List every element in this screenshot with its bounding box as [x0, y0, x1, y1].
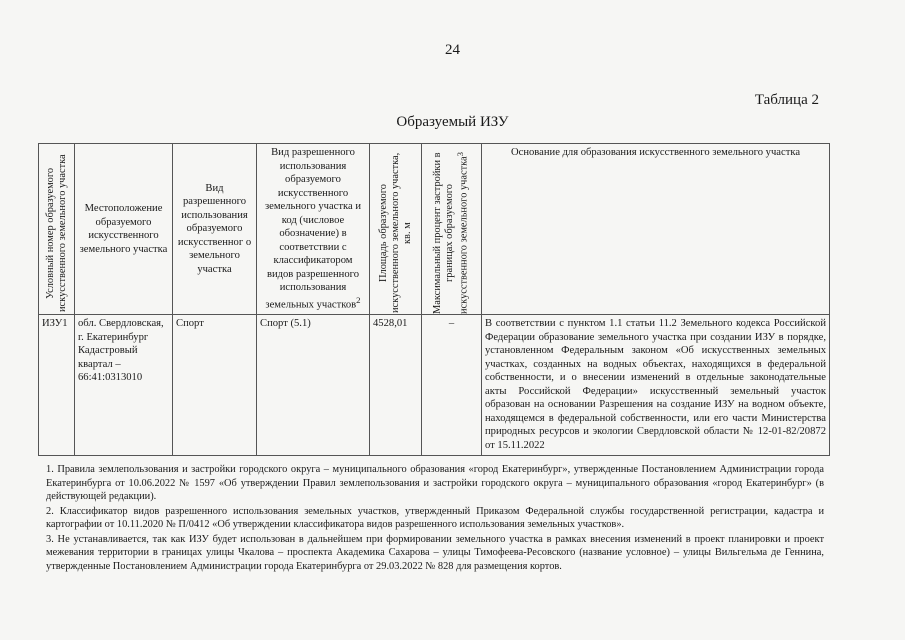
- header-use-type: Вид разрешенного использования образуемого искусственног о земельного участка: [173, 144, 257, 315]
- cell-number: ИЗУ1: [39, 315, 75, 455]
- header-use-code: [257, 144, 370, 315]
- footnote-ref-3: 3: [455, 152, 466, 157]
- cell-area: 4528,01: [370, 315, 422, 455]
- footnote-ref-2: 2: [356, 295, 361, 306]
- table-label: Таблица 2: [754, 92, 819, 108]
- header-area: Площадь образуемого искусственного земельного участка, кв. м: [370, 144, 422, 315]
- izu-table: [38, 143, 830, 456]
- header-number: Условный номер образуемого искусственного земельного участка: [39, 144, 75, 315]
- footnote-2: 2. Классификатор видов разрешенного использования земельных участков, утвержденный Приказом Федеральной службы государственной регистрации, кадастра и картографии от 10.11.2020 № П/0412 «Об утверждении классификатора видов разрешенного использования земельных участков».: [46, 505, 824, 531]
- table-header-row: [39, 144, 830, 315]
- header-basis: Основание для образования искусственного земельного участка: [482, 144, 830, 315]
- table-title: Образуемый ИЗУ: [396, 114, 509, 130]
- table-row: [39, 315, 830, 455]
- header-max-percent: Максимальный процент застройки в границах образуемого искусственного земельного участка$^3$: [422, 144, 482, 315]
- cell-location: обл. Свердловская, г. Екатеринбург Кадастровый квартал – 66:41:0313010: [75, 315, 173, 455]
- footnotes: [46, 463, 824, 574]
- footnote-1: 1. Правила землепользования и застройки городского округа – муниципального образования «город Екатеринбург», утвержденные Постановлением Администрации города Екатеринбурга от 10.06.2022 № 1597 «Об утверждении Правил землепользования и застройки городского округа – муниципального образования «город Екатеринбург» (в действующей редакции).: [46, 464, 824, 503]
- header-location: Местоположение образуемого искусственного земельного участка: [75, 144, 173, 315]
- cell-basis: В соответствии с пунктом 1.1 статьи 11.2 Земельного кодекса Российской Федерации образование земельного участка при создании ИЗУ в порядке, установленном Федеральным законом «Об искусственных земельных участках, созданных на водных объектах, находящихся в федеральной собственности, и о внесении изменений в отдельные законодательные акты Российской Федерации» искусственный земельный участок образован на основании Разрешения на создание ИЗУ на водном объекте, находящемся в федеральной собственности, или его части Министерства природных ресурсов и экологии Свердловской области № 12-01-82/20872 от 15.11.2022: [482, 315, 830, 455]
- cell-use-code: Спорт (5.1): [257, 315, 370, 455]
- footnote-3: 3. Не устанавливается, так как ИЗУ будет использован в дальнейшем при формировании земельного участка в рамках внесения изменений в проект планировки и проект межевания территории в границах улицы Чкалова – проспекта Академика Сахарова – улицы Тимофеева-Ресовского (название условное) – улицы Вильгельма де Геннина, утвержденные Постановлением Администрации города Екатеринбурга от 29.03.2022 № 828 для размещения кортов.: [46, 533, 824, 572]
- header-use-code-text: Вид разрешенного использования образуемого искусственного земельного участка и код (числовое обозначение) в соответствии с классификатором видов разрешенного использования земельных участков: [264, 147, 362, 311]
- cell-max-percent: –: [422, 315, 482, 455]
- cell-use-type: Спорт: [173, 315, 257, 455]
- page-number: 24: [445, 42, 460, 58]
